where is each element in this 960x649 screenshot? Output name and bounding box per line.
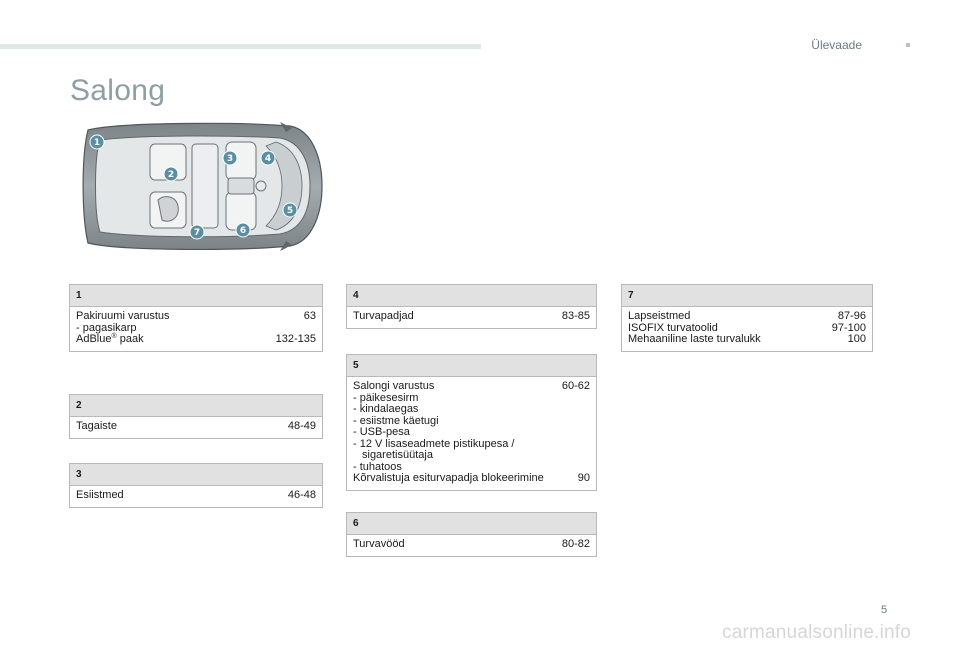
row-pages: 80-82	[561, 538, 590, 550]
registered-mark: ®	[111, 333, 117, 340]
card-row	[76, 421, 316, 433]
marker-2	[164, 167, 178, 181]
svg-text:2: 2	[167, 170, 175, 180]
row-pages: 46-48	[287, 489, 316, 501]
card-number: 2	[70, 395, 322, 417]
marker-3	[223, 151, 237, 165]
row-pages: 63	[303, 310, 316, 322]
row-pages: 60-62	[561, 380, 590, 392]
row-pages: 97-100	[831, 321, 866, 334]
card-4	[346, 284, 597, 329]
card-row	[353, 311, 590, 323]
row-pages: 100	[847, 333, 866, 345]
card-row	[76, 490, 316, 502]
sub-item: - kindalaegas	[353, 403, 419, 415]
marker-4	[261, 151, 275, 165]
row-pages: 48-49	[287, 420, 316, 432]
card-2	[69, 394, 323, 439]
card-number: 6	[347, 513, 596, 535]
sub-item: - tuhatoos	[353, 460, 402, 473]
svg-text:1: 1	[93, 138, 101, 148]
sub-item: - USB-pesa	[353, 426, 410, 438]
marker-7	[190, 225, 204, 239]
row-text-a: AdBlue	[76, 333, 112, 345]
svg-text:6: 6	[239, 226, 247, 236]
marker-1	[90, 135, 104, 149]
section-label: Ülevaade	[811, 38, 862, 52]
card-row	[76, 334, 316, 346]
card-number: 5	[347, 355, 596, 377]
row-text-b: paak	[116, 333, 144, 345]
card-1	[69, 284, 323, 352]
header-rule	[0, 44, 481, 49]
card-row	[628, 334, 866, 346]
row-text: Lapseistmed	[628, 310, 691, 322]
row-pages: 90	[577, 472, 590, 484]
row-pages: 87-96	[837, 310, 866, 322]
card-row	[353, 473, 590, 485]
row-text: Kõrvalistuja esiturvapadja blokeerimine	[353, 472, 544, 484]
card-7	[621, 284, 873, 352]
row-text: ISOFIX turvatoolid	[628, 321, 718, 334]
car-interior-illustration	[80, 118, 325, 255]
card-3	[69, 463, 323, 508]
section-dot	[906, 43, 910, 47]
row-text: Tagaiste	[76, 420, 117, 432]
row-text: Mehaaniline laste turvalukk	[628, 333, 761, 345]
card-6	[346, 512, 597, 557]
marker-5	[283, 203, 297, 217]
sub-item: - 12 V lisaseadmete pistikupesa / sigaretisüütaja	[353, 437, 515, 461]
row-text: Pakiruumi varustus	[76, 310, 170, 322]
watermark: carmanualsonline.info	[722, 622, 912, 643]
card-row	[353, 539, 590, 551]
row-pages: 83-85	[561, 310, 590, 322]
row-text: Salongi varustus	[353, 380, 435, 392]
card-number: 4	[347, 285, 596, 307]
card-row	[76, 311, 316, 323]
sub-item: - esiistme käetugi	[353, 414, 439, 427]
card-number: 7	[622, 285, 872, 307]
sub-item: - pagasikarp	[76, 321, 137, 334]
sub-item: - päikesesirm	[353, 391, 419, 404]
row-text: Esiistmed	[76, 489, 124, 501]
row-pages: 132-135	[275, 333, 316, 345]
card-row	[628, 311, 866, 323]
row-text	[76, 334, 144, 346]
svg-text:4: 4	[264, 154, 272, 164]
page-number: 5	[881, 604, 888, 616]
card-row	[353, 381, 590, 393]
row-text: Turvavööd	[353, 538, 405, 550]
page-title: Salong	[70, 74, 166, 107]
card-number: 1	[70, 285, 322, 307]
svg-text:5: 5	[286, 206, 294, 216]
row-text: Turvapadjad	[353, 310, 414, 322]
marker-6	[236, 223, 250, 237]
card-5	[346, 354, 597, 491]
svg-text:3: 3	[226, 154, 234, 164]
svg-text:7: 7	[193, 228, 201, 238]
card-number: 3	[70, 464, 322, 486]
